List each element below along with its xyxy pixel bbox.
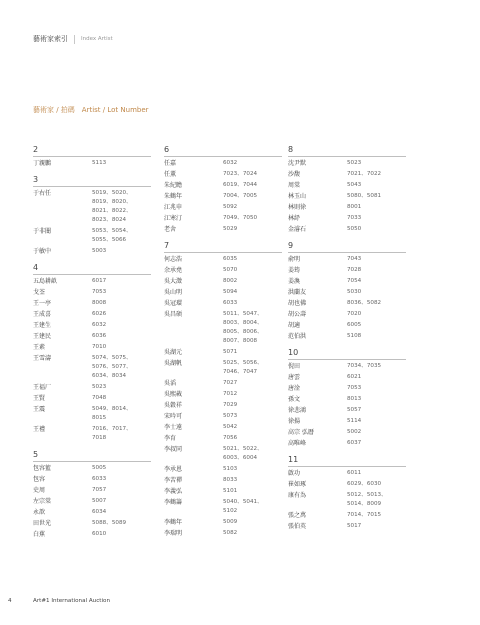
artist-entry <box>288 159 408 168</box>
lot-numbers: 5088、5089 <box>92 520 127 526</box>
artist-name: 金濬石 <box>288 226 307 233</box>
lot-numbers: 5049、8014、 8015 <box>92 406 132 421</box>
artist-name: 王建民 <box>33 333 52 340</box>
artist-name: 李叔同 <box>164 446 183 453</box>
artist-entry <box>33 425 153 443</box>
index-column-2 <box>164 144 284 540</box>
artist-name: 唐雲 <box>288 374 301 381</box>
lot-numbers: 6005 <box>347 322 362 328</box>
stroke-count-heading: 9 <box>288 241 294 250</box>
header-title-en: Index Artist <box>81 36 113 42</box>
artist-entry <box>288 321 408 330</box>
index-group <box>33 174 153 256</box>
lot-numbers: 5012、5013、 5014、8009 <box>347 492 387 507</box>
lot-numbers: 8008 <box>92 300 107 306</box>
lot-numbers: 6032 <box>92 322 107 328</box>
artist-name: 沙馥 <box>288 171 301 178</box>
lot-numbers: 6010 <box>92 531 107 537</box>
page-number: 4 <box>8 598 12 604</box>
artist-name: 徐悲鴻 <box>288 407 307 414</box>
lot-numbers: 6035 <box>223 256 238 262</box>
artist-name: 左宗棠 <box>33 498 52 505</box>
artist-name: 李鶴年 <box>164 519 183 526</box>
lot-numbers: 7057 <box>92 487 107 493</box>
artist-name: 吳大澂 <box>164 278 183 285</box>
artist-name: 李義弘 <box>164 488 183 495</box>
artist-entry <box>288 203 408 212</box>
header-divider <box>74 35 75 44</box>
artist-entry <box>164 518 284 527</box>
artist-name: 張伯英 <box>288 523 307 530</box>
artist-entry <box>33 394 153 403</box>
artist-entry <box>33 321 153 330</box>
artist-entry <box>33 354 153 381</box>
index-group <box>33 449 153 539</box>
artist-name: 王震 <box>33 406 46 413</box>
lot-numbers: 6017 <box>92 278 107 284</box>
artist-name: 任薰 <box>164 171 177 178</box>
lot-numbers: 5025、5056、 7046、7047 <box>223 360 263 375</box>
artist-entry <box>288 288 408 297</box>
artist-entry <box>288 480 408 489</box>
artist-entry <box>288 428 408 437</box>
artist-entry <box>164 288 284 297</box>
stroke-count-heading: 2 <box>33 145 39 154</box>
artist-entry <box>33 383 153 392</box>
lot-numbers: 6029、6030 <box>347 481 382 487</box>
artist-entry <box>33 508 153 517</box>
artist-entry <box>164 390 284 399</box>
lot-numbers: 7053 <box>347 385 362 391</box>
lot-numbers: 5023 <box>347 160 362 166</box>
artist-name: 林則徐 <box>288 204 307 211</box>
artist-entry <box>33 227 153 245</box>
lot-numbers: 5021、5022、 6003、6004 <box>223 446 263 461</box>
index-group <box>288 144 408 234</box>
index-group <box>164 240 284 538</box>
lot-numbers: 5043 <box>347 182 362 188</box>
stroke-count-heading: 7 <box>164 241 170 250</box>
artist-name: 啟功 <box>288 470 301 477</box>
artist-name: 范伯洪 <box>288 333 307 340</box>
artist-entry <box>33 486 153 495</box>
index-column-3 <box>288 144 408 533</box>
artist-entry <box>164 434 284 443</box>
index-column-1 <box>33 144 153 541</box>
lot-numbers: 6026 <box>92 311 107 317</box>
lot-numbers: 7053 <box>92 289 107 295</box>
lot-numbers: 6033 <box>223 300 238 306</box>
artist-entry <box>288 310 408 319</box>
lot-numbers: 5019、5020、 8019、8020、 8021、8022、 8023、8024 <box>92 190 132 223</box>
artist-entry <box>164 529 284 538</box>
artist-name: 余承堯 <box>164 267 183 274</box>
artist-name: 吳昌碩 <box>164 311 183 318</box>
lot-numbers: 7023、7024 <box>223 171 258 177</box>
artist-name: 任嘉 <box>164 160 177 167</box>
artist-name: 沈尹默 <box>288 160 307 167</box>
lot-numbers: 5040、5041、 5102 <box>223 499 263 514</box>
lot-numbers: 5023 <box>92 384 107 390</box>
artist-entry <box>33 530 153 539</box>
artist-entry <box>288 170 408 179</box>
heading-rule <box>33 186 151 187</box>
lot-numbers: 5011、5047、 8003、8004、 8005、8006、 8007、8008 <box>223 311 263 344</box>
artist-entry <box>288 299 408 308</box>
heading-rule <box>288 359 406 360</box>
artist-name: 胡適 <box>288 322 301 329</box>
lot-numbers: 6021 <box>347 374 362 380</box>
artist-entry <box>33 247 153 256</box>
artist-name: 林紓 <box>288 215 301 222</box>
lot-numbers: 5007 <box>92 498 107 504</box>
lot-numbers: 5057 <box>347 407 362 413</box>
artist-name: 胡公壽 <box>288 311 307 318</box>
artist-entry <box>288 277 408 286</box>
artist-name: 王素 <box>33 344 46 351</box>
lot-numbers: 7010 <box>92 344 107 350</box>
artist-name: 吳穀祥 <box>164 402 183 409</box>
artist-name: 吳湖元 <box>164 349 183 356</box>
heading-rule <box>288 466 406 467</box>
lot-numbers: 5002 <box>347 429 362 435</box>
section-title: 藝術家 / 拍碼 Artist / Lot Number <box>33 106 149 114</box>
lot-numbers: 6033 <box>92 476 107 482</box>
lot-numbers: 7034、7035 <box>347 363 382 369</box>
artist-entry <box>164 277 284 286</box>
artist-name: 吳山明 <box>164 289 183 296</box>
stroke-count-heading: 5 <box>33 450 39 459</box>
lot-numbers: 7021、7022 <box>347 171 382 177</box>
lot-numbers: 5042 <box>223 424 238 430</box>
artist-entry <box>33 189 153 225</box>
artist-entry <box>164 299 284 308</box>
stroke-count-heading: 11 <box>288 455 299 464</box>
lot-numbers: 7043 <box>347 256 362 262</box>
artist-entry <box>164 348 284 357</box>
index-group <box>288 454 408 531</box>
artist-entry <box>33 159 153 168</box>
artist-name: 林玉山 <box>288 193 307 200</box>
artist-name: 倪田 <box>288 363 301 370</box>
lot-numbers: 5070 <box>223 267 238 273</box>
artist-name: 五島耕畝 <box>33 278 58 285</box>
artist-name: 江兆申 <box>164 204 183 211</box>
artist-entry <box>288 491 408 509</box>
artist-name: 于右任 <box>33 190 52 197</box>
artist-name: 包容籃 <box>33 465 52 472</box>
lot-numbers: 5009 <box>223 519 238 525</box>
index-group <box>33 262 153 443</box>
artist-name: 周棠 <box>288 182 301 189</box>
stroke-count-heading: 8 <box>288 145 294 154</box>
artist-entry <box>164 498 284 516</box>
artist-name: 史周 <box>33 487 46 494</box>
artist-name: 王一亭 <box>33 300 52 307</box>
artist-name: 王雪濤 <box>33 355 52 362</box>
lot-numbers: 5073 <box>223 413 238 419</box>
artist-name: 李承恩 <box>164 466 183 473</box>
heading-rule <box>33 461 151 462</box>
lot-numbers: 6034 <box>92 509 107 515</box>
artist-entry <box>164 401 284 410</box>
artist-entry <box>33 310 153 319</box>
lot-numbers: 7028 <box>347 267 362 273</box>
lot-numbers: 7020 <box>347 311 362 317</box>
lot-numbers: 5071 <box>223 349 238 355</box>
lot-numbers: 8036、5082 <box>347 300 382 306</box>
artist-name: 宋吟可 <box>164 413 183 420</box>
artist-entry <box>164 192 284 201</box>
artist-entry <box>164 181 284 190</box>
artist-name: 姜筠 <box>288 267 301 274</box>
artist-entry <box>33 497 153 506</box>
artist-name: 李士遠 <box>164 424 183 431</box>
artist-entry <box>164 465 284 474</box>
artist-entry <box>288 332 408 341</box>
lot-numbers: 8002 <box>223 278 238 284</box>
artist-name: 姜渙 <box>288 278 301 285</box>
header-title-zh: 藝術家索引 <box>33 35 68 43</box>
lot-numbers: 7056 <box>223 435 238 441</box>
artist-entry <box>164 225 284 234</box>
artist-name: 王福厂 <box>33 384 52 391</box>
lot-numbers: 6036 <box>92 333 107 339</box>
artist-entry <box>33 299 153 308</box>
lot-numbers: 5114 <box>347 418 362 424</box>
artist-entry <box>288 511 408 520</box>
lot-numbers: 5082 <box>223 530 238 536</box>
artist-name: 李鶴籌 <box>164 499 183 506</box>
lot-numbers: 7054 <box>347 278 362 284</box>
artist-entry <box>33 332 153 341</box>
artist-name: 吳滔 <box>164 380 177 387</box>
lot-numbers: 7027 <box>223 380 238 386</box>
artist-entry <box>164 412 284 421</box>
artist-name: 李苦禪 <box>164 477 183 484</box>
artist-name: 白蕉 <box>33 531 46 538</box>
artist-name: 朱紀瞻 <box>164 182 183 189</box>
artist-name: 包容 <box>33 476 46 483</box>
artist-name: 老舍 <box>164 226 177 233</box>
page-header <box>33 34 113 44</box>
stroke-count-heading: 10 <box>288 348 299 357</box>
artist-name: 張之萬 <box>288 512 307 519</box>
artist-entry <box>288 266 408 275</box>
artist-name: 于非闇 <box>33 228 52 235</box>
lot-numbers: 8013 <box>347 396 362 402</box>
artist-name: 丁親鵬 <box>33 160 52 167</box>
artist-entry <box>33 288 153 297</box>
artist-name: 崔如琢 <box>288 481 307 488</box>
artist-name: 江寒汀 <box>164 215 183 222</box>
lot-numbers: 5094 <box>223 289 238 295</box>
lot-numbers: 6032 <box>223 160 238 166</box>
artist-entry <box>164 214 284 223</box>
artist-entry <box>288 522 408 531</box>
artist-entry <box>164 359 284 377</box>
heading-rule <box>288 156 406 157</box>
artist-entry <box>164 379 284 388</box>
artist-entry <box>288 469 408 478</box>
artist-name: 洪蘭友 <box>288 289 307 296</box>
stroke-count-heading: 3 <box>33 175 39 184</box>
artist-name: 高宗 弘曆 <box>288 429 314 436</box>
heading-rule <box>33 156 151 157</box>
artist-entry <box>288 439 408 448</box>
lot-numbers: 7016、7017、 7018 <box>92 426 132 441</box>
artist-name: 王禮 <box>33 426 46 433</box>
artist-entry <box>33 343 153 352</box>
lot-numbers: 8033 <box>223 477 238 483</box>
lot-numbers: 5101 <box>223 488 238 494</box>
lot-numbers: 7033 <box>347 215 362 221</box>
artist-entry <box>33 277 153 286</box>
lot-numbers: 5074、5075、 5076、5077、 6034、8034 <box>92 355 132 379</box>
artist-name: 李育 <box>164 435 177 442</box>
artist-entry <box>288 362 408 371</box>
artist-entry <box>164 445 284 463</box>
artist-name: 朱鶴年 <box>164 193 183 200</box>
artist-name: 李瑞明 <box>164 530 183 537</box>
artist-entry <box>164 423 284 432</box>
artist-entry <box>33 464 153 473</box>
artist-entry <box>164 266 284 275</box>
lot-numbers: 5005 <box>92 465 107 471</box>
artist-entry <box>164 159 284 168</box>
artist-name: 孫文 <box>288 396 301 403</box>
lot-numbers: 7014、7015 <box>347 512 382 518</box>
artist-entry <box>288 373 408 382</box>
artist-name: 唐淦 <box>288 385 301 392</box>
lot-numbers: 7004、7005 <box>223 193 258 199</box>
artist-name: 戈荃 <box>33 289 46 296</box>
artist-name: 王賢 <box>33 395 46 402</box>
lot-numbers: 6037 <box>347 440 362 446</box>
lot-numbers: 5017 <box>347 523 362 529</box>
footer-title: Art#1 International Auction <box>33 598 110 604</box>
artist-name: 吳湖帆 <box>164 360 183 367</box>
artist-name: 于敏中 <box>33 248 52 255</box>
index-group <box>164 144 284 234</box>
artist-entry <box>164 476 284 485</box>
artist-entry <box>33 405 153 423</box>
artist-entry <box>164 203 284 212</box>
artist-entry <box>288 395 408 404</box>
artist-entry <box>164 310 284 346</box>
lot-numbers: 6019、7044 <box>223 182 258 188</box>
artist-entry <box>288 225 408 234</box>
artist-entry <box>288 181 408 190</box>
artist-name: 康有為 <box>288 492 307 499</box>
artist-entry <box>288 384 408 393</box>
artist-entry <box>288 406 408 415</box>
lot-numbers: 5113 <box>92 160 107 166</box>
index-group <box>288 347 408 448</box>
lot-numbers: 5029 <box>223 226 238 232</box>
artist-name: 永歆 <box>33 509 46 516</box>
index-group <box>33 144 153 168</box>
heading-rule <box>288 252 406 253</box>
stroke-count-heading: 4 <box>33 263 39 272</box>
lot-numbers: 6011 <box>347 470 362 476</box>
artist-name: 田世光 <box>33 520 52 527</box>
lot-numbers: 5030 <box>347 289 362 295</box>
artist-entry <box>164 255 284 264</box>
lot-numbers: 5080、5081 <box>347 193 382 199</box>
lot-numbers: 7029 <box>223 402 238 408</box>
artist-name: 高唯峰 <box>288 440 307 447</box>
artist-name: 何志浩 <box>164 256 183 263</box>
lot-numbers: 7048 <box>92 395 107 401</box>
artist-entry <box>288 417 408 426</box>
artist-name: 吳冠環 <box>164 300 183 307</box>
artist-name: 吳熙載 <box>164 391 183 398</box>
lot-numbers: 5092 <box>223 204 238 210</box>
artist-entry <box>288 214 408 223</box>
artist-entry <box>33 475 153 484</box>
artist-entry <box>288 255 408 264</box>
heading-rule <box>164 252 282 253</box>
lot-numbers: 5053、5054、 5055、5066 <box>92 228 132 243</box>
artist-name: 胡也佛 <box>288 300 307 307</box>
lot-numbers: 7012 <box>223 391 238 397</box>
lot-numbers: 5103 <box>223 466 238 472</box>
artist-name: 王建生 <box>33 322 52 329</box>
stroke-count-heading: 6 <box>164 145 170 154</box>
artist-name: 俞明 <box>288 256 301 263</box>
lot-numbers: 5108 <box>347 333 362 339</box>
artist-name: 王成喜 <box>33 311 52 318</box>
lot-numbers: 7049、7050 <box>223 215 258 221</box>
artist-entry <box>164 170 284 179</box>
artist-name: 徐揚 <box>288 418 301 425</box>
heading-rule <box>33 274 151 275</box>
artist-entry <box>164 487 284 496</box>
lot-numbers: 5050 <box>347 226 362 232</box>
heading-rule <box>164 156 282 157</box>
lot-numbers: 8001 <box>347 204 362 210</box>
index-group <box>288 240 408 341</box>
artist-entry <box>33 519 153 528</box>
artist-entry <box>288 192 408 201</box>
lot-numbers: 5003 <box>92 248 107 254</box>
